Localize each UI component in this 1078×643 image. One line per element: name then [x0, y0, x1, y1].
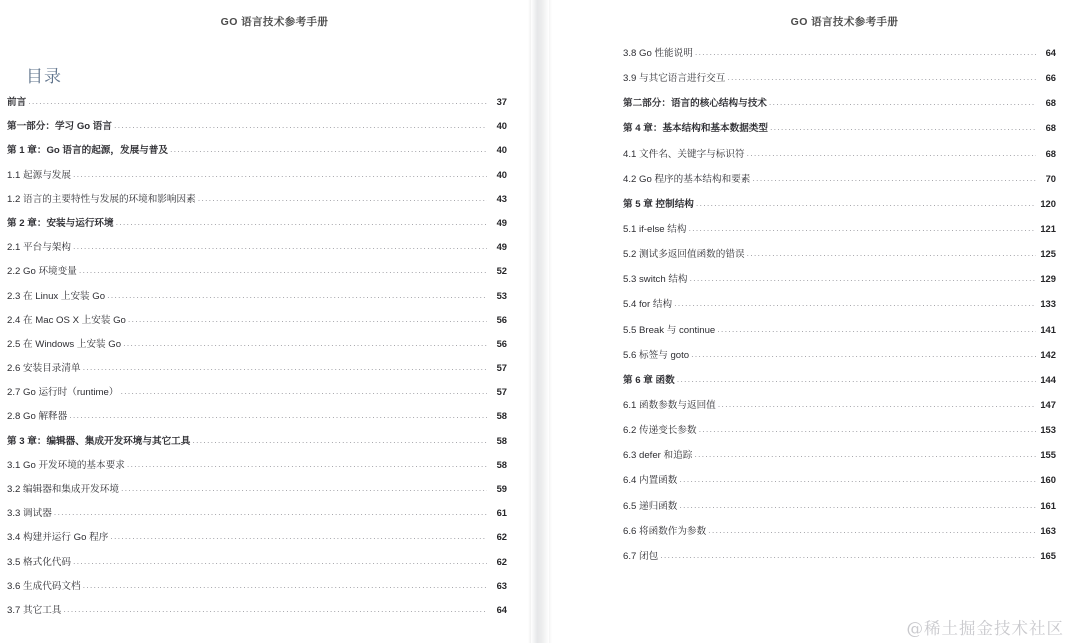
toc-entry-label: 3.1 Go 开发环境的基本要求 [7, 459, 125, 471]
toc-entry[interactable] [623, 40, 1056, 65]
toc-leader-dots [679, 493, 1036, 518]
toc-entry[interactable] [623, 166, 1056, 191]
toc-leader-dots [717, 317, 1036, 342]
page-left [0, 0, 531, 643]
toc-entry-label: 2.6 安装目录清单 [7, 363, 81, 375]
toc-entry[interactable] [623, 543, 1056, 568]
toc-leader-dots [63, 597, 487, 621]
toc-entry-label: 5.1 if-else 结构 [623, 223, 687, 235]
toc-entry-page-number: 56 [496, 313, 507, 325]
toc-entry[interactable] [623, 216, 1056, 241]
toc-entry-page-number: 53 [496, 289, 507, 301]
toc-entry-page-number: 64 [496, 603, 507, 615]
toc-entry-page-number: 133 [1040, 298, 1056, 310]
toc-entry-label: 第二部分：语言的核心结构与技术 [623, 98, 767, 110]
page-right [549, 0, 1078, 643]
toc-leader-dots [83, 573, 487, 597]
toc-entry-page-number: 68 [1045, 122, 1056, 134]
toc-entry-label: 6.3 defer 和追踪 [623, 450, 693, 462]
toc-heading: 目录 [26, 67, 62, 86]
toc-leader-dots [121, 476, 487, 500]
toc-entry[interactable] [7, 332, 507, 356]
toc-leader-dots [677, 367, 1036, 392]
toc-entry-page-number: 40 [496, 144, 507, 156]
toc-entry[interactable] [7, 550, 507, 574]
toc-leader-dots [690, 266, 1036, 291]
toc-entry[interactable] [7, 598, 507, 622]
toc-entry-page-number: 59 [496, 483, 507, 494]
toc-entry-page-number: 58 [496, 410, 507, 422]
toc-entry-label: 6.1 函数参数与返回值 [623, 399, 716, 411]
toc-entry-label: 6.6 将函数作为参数 [623, 525, 707, 537]
toc-leader-dots [747, 141, 1036, 166]
toc-leader-dots [747, 241, 1036, 266]
toc-entry-label: 2.2 Go 环境变量 [7, 266, 77, 278]
toc-entry-page-number: 125 [1040, 248, 1056, 260]
toc-entry-page-number: 43 [496, 192, 507, 204]
toc-entry-label: 第 1 章：Go 语言的起源，发展与普及 [7, 145, 168, 157]
toc-entry-page-number: 163 [1040, 524, 1056, 536]
toc-leader-dots [696, 191, 1036, 216]
toc-leader-dots [718, 392, 1036, 417]
toc-entry-page-number: 52 [496, 265, 507, 277]
toc-leader-dots [79, 258, 487, 282]
toc-entry[interactable] [7, 308, 507, 332]
toc-entry-label: 3.5 格式化代码 [7, 556, 71, 568]
toc-entry-label: 5.4 for 结构 [623, 299, 673, 311]
toc-leader-dots [120, 379, 487, 403]
toc-leader-dots [28, 89, 487, 113]
toc-entry-label: 3.8 Go 性能说明 [623, 48, 693, 59]
toc-leader-dots [83, 355, 487, 379]
toc-entry-page-number: 56 [496, 337, 507, 349]
toc-entry-page-number: 155 [1040, 449, 1056, 461]
toc-leader-dots [727, 65, 1036, 90]
toc-entry-label: 6.7 闭包 [623, 550, 659, 562]
toc-entry[interactable] [7, 284, 507, 308]
toc-entry[interactable] [7, 163, 507, 187]
toc-entry-page-number: 49 [496, 241, 507, 253]
toc-entry-label: 第 4 章：基本结构和基本数据类型 [623, 123, 768, 135]
toc-entry-page-number: 49 [496, 216, 507, 228]
running-header-right: GO 语言技术参考手册 [790, 16, 899, 28]
toc-entry-page-number: 120 [1040, 197, 1056, 209]
toc-entry-page-number: 66 [1045, 72, 1056, 84]
toc-entry[interactable] [7, 380, 507, 404]
toc-entry[interactable] [623, 367, 1056, 392]
toc-entry-label: 2.1 平台与架构 [7, 242, 71, 254]
toc-leader-dots [127, 452, 487, 476]
toc-entry[interactable] [623, 141, 1056, 166]
toc-entry-page-number: 63 [496, 579, 507, 591]
toc-entry[interactable] [623, 90, 1056, 115]
toc-entry-label: 5.6 标签与 goto [623, 349, 690, 361]
watermark: @稀土掘金技术社区 [906, 619, 1064, 638]
toc-entry-page-number: 160 [1040, 474, 1056, 486]
toc-entry[interactable] [7, 477, 507, 501]
toc-entry-label: 第 3 章：编辑器、集成开发环境与其它工具 [7, 435, 191, 447]
toc-entry[interactable] [7, 211, 507, 235]
toc-entry[interactable] [7, 525, 507, 549]
toc-entry-label: 6.2 传递变长参数 [623, 425, 697, 437]
toc-leader-dots [769, 90, 1036, 115]
toc-entry-label: 5.3 switch 结构 [623, 274, 688, 286]
toc-entry-page-number: 57 [496, 362, 507, 374]
toc-entry-label: 4.2 Go 程序的基本结构和要素 [623, 173, 751, 185]
toc-entry-page-number: 64 [1045, 47, 1056, 58]
toc-entry[interactable] [7, 90, 507, 114]
toc-leader-dots [695, 40, 1036, 65]
toc-leader-dots [107, 283, 487, 307]
toc-entry[interactable] [7, 114, 507, 138]
toc-entry[interactable] [7, 574, 507, 598]
toc-entry[interactable] [623, 392, 1056, 417]
toc-entry-page-number: 57 [496, 386, 507, 398]
toc-entry[interactable] [623, 467, 1056, 492]
toc-entry-page-number: 37 [496, 96, 507, 107]
toc-entry[interactable] [623, 342, 1056, 367]
toc-entry-page-number: 129 [1040, 273, 1056, 285]
toc-entry-page-number: 121 [1040, 222, 1056, 234]
toc-leader-dots [73, 162, 487, 186]
toc-entry[interactable] [623, 266, 1056, 291]
toc-entry-label: 1.1 起源与发展 [7, 169, 71, 181]
toc-entry[interactable] [623, 191, 1056, 216]
toc-entry[interactable] [7, 235, 507, 259]
toc-leader-dots [114, 113, 487, 137]
toc-leader-dots [694, 442, 1036, 467]
toc-entry-label: 第一部分：学习 Go 语言 [7, 121, 112, 133]
toc-entry[interactable] [623, 291, 1056, 316]
toc-entry-page-number: 141 [1040, 323, 1056, 335]
toc-entry-label: 2.7 Go 运行时（runtime） [7, 387, 119, 399]
toc-entry-page-number: 62 [496, 555, 507, 567]
toc-entry-label: 第 6 章 函数 [623, 374, 675, 386]
toc-entry-label: 第 5 章 控制结构 [623, 198, 694, 210]
toc-entry-label: 3.3 调试器 [7, 508, 52, 520]
toc-leader-dots [116, 210, 487, 234]
toc-entry[interactable] [7, 404, 507, 428]
toc-entry-label: 2.5 在 Windows 上安装 Go [7, 338, 122, 350]
toc-entry-label: 3.7 其它工具 [7, 604, 62, 616]
toc-leader-dots [73, 234, 487, 258]
toc-leader-dots [752, 166, 1036, 191]
toc-entry-page-number: 70 [1045, 172, 1056, 184]
toc-entry-page-number: 144 [1040, 373, 1056, 385]
toc-entry[interactable] [623, 317, 1056, 342]
toc-leader-dots [198, 186, 487, 210]
running-header-left: GO 语言技术参考手册 [220, 16, 329, 28]
toc-entry-page-number: 153 [1040, 424, 1056, 436]
toc-leader-dots [128, 307, 487, 331]
toc-leader-dots [54, 500, 487, 524]
toc-entry[interactable] [7, 453, 507, 477]
toc-entry-page-number: 161 [1040, 499, 1056, 511]
toc-entry-label: 4.1 文件名、关键字与标识符 [623, 148, 745, 160]
toc-leader-dots [170, 137, 487, 161]
toc-entry[interactable] [623, 65, 1056, 90]
toc-entry-label: 2.3 在 Linux 上安装 Go [7, 290, 106, 302]
toc-entry[interactable] [7, 501, 507, 525]
toc-entry[interactable] [623, 241, 1056, 266]
page-gutter [531, 0, 549, 643]
toc-entry-label: 第 2 章：安装与运行环境 [7, 217, 114, 229]
toc-entry-label: 3.6 生成代码文档 [7, 580, 81, 592]
toc-entry-page-number: 68 [1045, 147, 1056, 159]
toc-entry-label: 5.2 测试多返回值函数的错误 [623, 249, 745, 261]
toc-entry[interactable] [7, 138, 507, 162]
toc-entry[interactable] [7, 429, 507, 453]
toc-entry-label: 3.9 与其它语言进行交互 [623, 73, 726, 85]
toc-leader-dots [123, 331, 487, 355]
toc-entry-page-number: 40 [496, 120, 507, 132]
toc-entry-page-number: 62 [496, 531, 507, 543]
toc-entry-page-number: 165 [1040, 549, 1056, 561]
toc-list-right [623, 40, 1056, 568]
toc-entry[interactable] [7, 356, 507, 380]
toc-entry-page-number: 142 [1040, 348, 1056, 360]
toc-leader-dots [73, 549, 487, 573]
toc-leader-dots [699, 417, 1036, 442]
toc-entry-page-number: 58 [496, 434, 507, 446]
toc-list-left [4, 90, 525, 622]
toc-entry[interactable] [623, 115, 1056, 140]
toc-entry-label: 6.5 递归函数 [623, 500, 678, 512]
toc-entry-label: 6.4 内置函数 [623, 475, 678, 487]
toc-leader-dots [691, 342, 1036, 367]
toc-entry-label: 3.2 编辑器和集成开发环境 [7, 484, 119, 495]
toc-leader-dots [69, 403, 487, 427]
toc-entry[interactable] [7, 259, 507, 283]
toc-leader-dots [674, 291, 1036, 316]
toc-leader-dots [688, 216, 1036, 241]
toc-entry-page-number: 61 [496, 507, 507, 519]
toc-entry[interactable] [7, 187, 507, 211]
toc-entry-page-number: 147 [1040, 398, 1056, 410]
toc-entry-label: 5.5 Break 与 continue [623, 324, 716, 336]
toc-leader-dots [660, 543, 1036, 568]
toc-entry-label: 3.4 构建并运行 Go 程序 [7, 532, 109, 544]
toc-leader-dots [192, 428, 487, 452]
toc-entry-page-number: 68 [1045, 97, 1056, 109]
toc-entry-page-number: 40 [496, 168, 507, 180]
toc-entry-label: 2.8 Go 解释器 [7, 411, 68, 423]
toc-leader-dots [770, 115, 1036, 140]
toc-entry[interactable] [623, 442, 1056, 467]
toc-entry-label: 2.4 在 Mac OS X 上安装 Go [7, 314, 126, 326]
toc-leader-dots [679, 467, 1036, 492]
toc-entry-label: 1.2 语言的主要特性与发展的环境和影响因素 [7, 193, 196, 205]
toc-entry[interactable] [623, 417, 1056, 442]
toc-leader-dots [708, 518, 1036, 543]
toc-entry[interactable] [623, 518, 1056, 543]
toc-entry-label: 前言 [7, 97, 27, 108]
toc-leader-dots [110, 524, 487, 548]
toc-entry-page-number: 58 [496, 458, 507, 470]
toc-entry[interactable] [623, 493, 1056, 518]
